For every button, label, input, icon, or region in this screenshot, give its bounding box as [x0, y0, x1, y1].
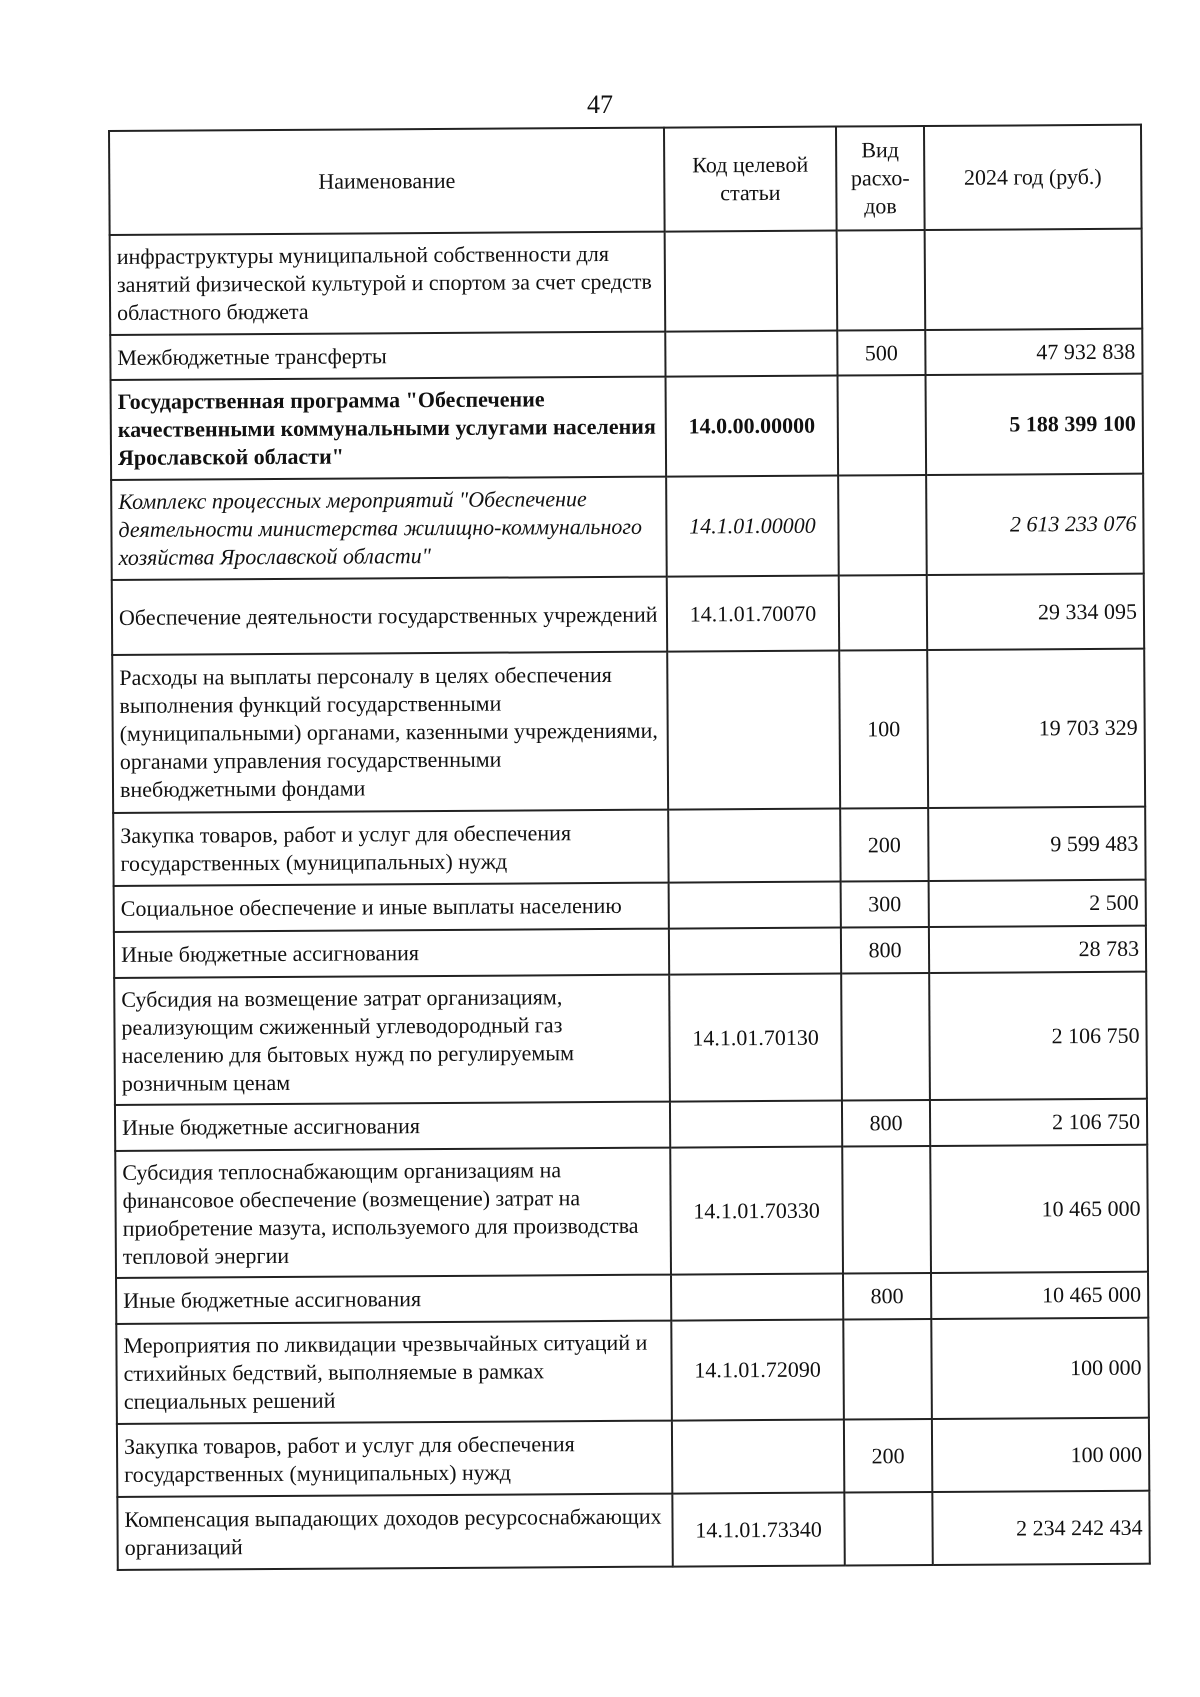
row-code: 14.1.01.70330	[670, 1147, 843, 1275]
table-row	[112, 574, 1144, 655]
row-name: Комплекс процессных мероприятий "Обеспечение деятельности министерства жилищно-коммунального хозяйства Ярославской области"	[111, 477, 667, 580]
row-name: Субсидия на возмещение затрат организациям, реализующим сжиженный углеводородный газ населению для бытовых нужд по регулируемым розничным ценам	[114, 975, 670, 1105]
row-expense-type: 100	[839, 650, 928, 809]
row-name: Иные бюджетные ассигнования	[115, 1102, 670, 1151]
row-code	[667, 651, 840, 810]
row-amount: 28 783	[929, 926, 1146, 973]
row-name: Социальное обеспечение и иные выплаты населению	[114, 883, 669, 932]
table-row	[117, 1418, 1149, 1497]
row-amount: 100 000	[931, 1318, 1149, 1419]
row-expense-type	[842, 1146, 931, 1274]
row-code: 14.0.00.00000	[666, 376, 839, 477]
row-name: Государственная программа "Обеспечение качественными коммунальными услугами населения Ярославской области"	[111, 377, 667, 480]
row-code: 14.1.01.70130	[669, 974, 842, 1102]
row-expense-type: 800	[842, 1100, 930, 1147]
table-row	[114, 880, 1146, 932]
row-expense-type: 200	[840, 808, 928, 882]
row-name: Закупка товаров, работ и услуг для обеспечения государственных (муниципальных) нужд	[117, 1421, 672, 1497]
row-amount: 2 613 233 076	[926, 474, 1144, 575]
row-expense-type	[839, 575, 927, 651]
row-amount: 19 703 329	[927, 649, 1145, 808]
table-row	[110, 329, 1142, 380]
row-code	[669, 882, 841, 929]
row-expense-type	[837, 230, 926, 331]
header-year-amount: 2024 год (руб.)	[924, 125, 1142, 230]
row-amount: 9 599 483	[928, 807, 1145, 881]
row-name: инфраструктуры муниципальной собственности для занятий физической культурой и спортом за счет средств областного бюджета	[110, 232, 666, 335]
header-row	[109, 125, 1142, 235]
row-code	[669, 928, 841, 975]
table-row	[114, 926, 1146, 978]
row-expense-type	[843, 1319, 932, 1420]
row-code: 14.1.01.73340	[672, 1493, 844, 1567]
row-name: Субсидия теплоснабжающим организациям на финансовое обеспечение (возмещение) затрат на приобретение мазута, используемого для производства тепловой энергии	[115, 1148, 671, 1278]
row-expense-type: 300	[841, 881, 929, 928]
row-amount: 2 234 242 434	[932, 1491, 1149, 1565]
row-amount: 10 465 000	[931, 1272, 1148, 1319]
table-row	[115, 1099, 1147, 1151]
row-code: 14.1.01.70070	[667, 576, 839, 652]
row-name: Компенсация выпадающих доходов ресурсоснабжающих организаций	[117, 1494, 672, 1570]
row-code: 14.1.01.00000	[666, 476, 839, 577]
page-number: 47	[587, 90, 613, 119]
row-amount: 47 932 838	[925, 329, 1142, 375]
row-expense-type	[838, 375, 927, 476]
table-row	[111, 374, 1144, 480]
row-amount: 2 106 750	[929, 972, 1147, 1100]
row-code	[665, 231, 838, 332]
row-amount: 5 188 399 100	[926, 374, 1144, 475]
table-row	[115, 1145, 1148, 1278]
row-amount: 2 500	[929, 880, 1146, 927]
table-row	[112, 649, 1145, 813]
row-name: Закупка товаров, работ и услуг для обеспечения государственных (муниципальных) нужд	[113, 810, 668, 886]
row-name: Межбюджетные трансферты	[110, 332, 665, 380]
row-expense-type	[841, 973, 930, 1101]
row-code	[670, 1101, 842, 1148]
table-row	[116, 1318, 1149, 1424]
row-name: Иные бюджетные ассигнования	[116, 1275, 671, 1324]
row-code: 14.1.01.72090	[671, 1320, 844, 1421]
row-expense-type	[844, 1492, 932, 1566]
row-expense-type: 800	[841, 927, 929, 974]
row-amount	[925, 229, 1143, 330]
row-code	[665, 331, 837, 377]
row-amount: 10 465 000	[930, 1145, 1148, 1273]
row-code	[668, 809, 840, 883]
row-amount: 2 106 750	[930, 1099, 1147, 1146]
row-name: Обеспечение деятельности государственных учреждений	[112, 577, 667, 655]
header-name: Наименование	[109, 128, 665, 235]
table-row	[114, 972, 1147, 1105]
row-expense-type: 200	[844, 1419, 932, 1493]
row-name: Расходы на выплаты персоналу в целях обеспечения выполнения функций государственными (муниципальными) органами, казенными учреждениями, органами управления государственными внебюджетными фондами	[112, 652, 668, 813]
row-name: Мероприятия по ликвидации чрезвычайных ситуаций и стихийных бедствий, выполняемые в рамках специальных решений	[116, 1321, 672, 1424]
table-row	[116, 1272, 1148, 1324]
row-code	[672, 1420, 844, 1494]
row-expense-type: 800	[843, 1273, 931, 1320]
row-expense-type	[838, 475, 927, 576]
budget-table	[108, 124, 1151, 1571]
table-row	[117, 1491, 1149, 1570]
header-expense-type: Вид расхо-дов	[836, 126, 925, 231]
table-row	[111, 474, 1144, 580]
row-name: Иные бюджетные ассигнования	[114, 929, 669, 978]
row-amount: 100 000	[932, 1418, 1149, 1492]
table-row	[110, 229, 1143, 335]
row-expense-type: 500	[837, 330, 925, 376]
row-code	[671, 1274, 843, 1321]
row-amount: 29 334 095	[927, 574, 1144, 650]
table-row	[113, 807, 1145, 886]
header-code: Код целевой статьи	[664, 127, 837, 232]
